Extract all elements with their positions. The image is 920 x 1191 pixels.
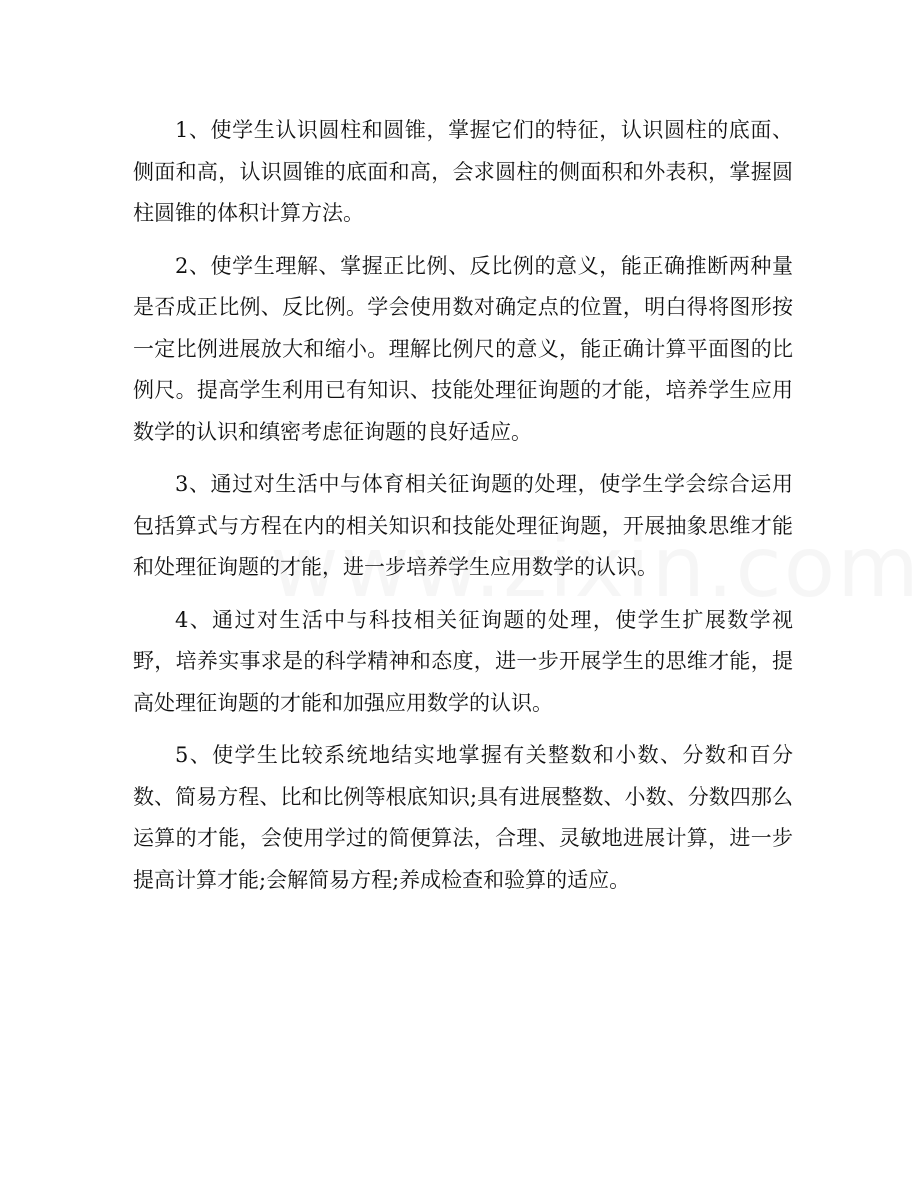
paragraph-4: 4、通过对生活中与科技相关征询题的处理，使学生扩展数学视野，培养实事求是的科学精神和态度，进一步开展学生的思维才能，提高处理征询题的才能和加强应用数学的认识。 (133, 607, 793, 715)
document-body (133, 110, 793, 912)
paragraph-3: 3、通过对生活中与体育相关征询题的处理，使学生学会综合运用包括算式与方程在内的相关知识和技能处理征询题，开展抽象思维才能和处理征询题的才能，进一步培养学生应用数学的认识。 (133, 472, 793, 579)
paragraph-1: 1、使学生认识圆柱和圆锥，掌握它们的特征，认识圆柱的底面、侧面和高，认识圆锥的底面和高，会求圆柱的侧面积和外表积，掌握圆柱圆锥的体积计算方法。 (133, 118, 793, 225)
paragraph-5: 5、使学生比较系统地结实地掌握有关整数和小数、分数和百分数、简易方程、比和比例等根底知识;具有进展整数、小数、分数四那么运算的才能，会使用学过的简便算法，合理、灵敏地进展计算，进一步提高计算才能;会解简易方程;养成检查和验算的适应。 (133, 743, 793, 892)
paragraph-2: 2、使学生理解、掌握正比例、反比例的意义，能正确推断两种量是否成正比例、反比例。学会使用数对确定点的位置，明白得将图形按一定比例进展放大和缩小。理解比例尺的意义，能正确计算平面图的比例尺。提高学生利用已有知识、技能处理征询题的才能，培养学生应用数学的认识和缜密考虑征询题的良好适应。 (133, 253, 793, 444)
